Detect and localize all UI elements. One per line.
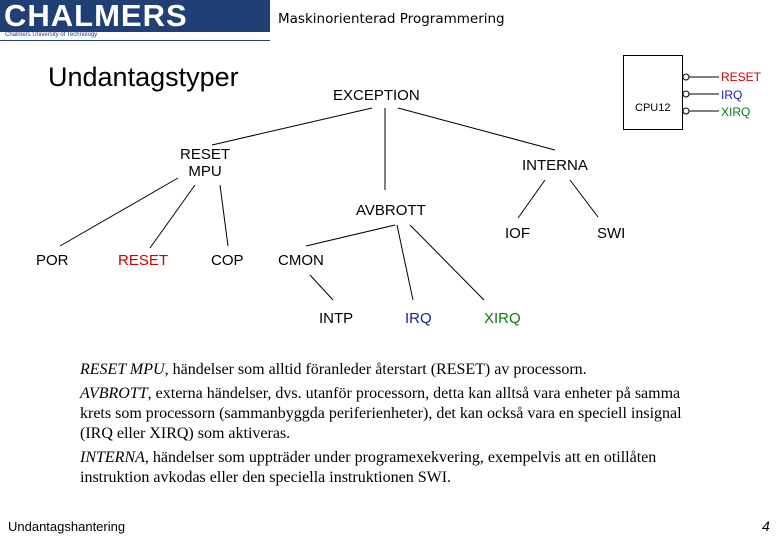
node-cmon: CMON xyxy=(278,252,324,269)
desc-text: , externa händelser, dvs. utanför processorn, detta kan alltså vara enheter på samma krets som processorn (sammanbyggda periferienheter), det kan också vara en speciell insignal (IRQ eller XIRQ) som aktiveras. xyxy=(80,385,682,442)
cpu-label: CPU12 xyxy=(635,102,671,114)
node-reset: RESET xyxy=(118,252,169,269)
page-number: 4 xyxy=(762,518,770,534)
node-reset-mpu-line2: MPU xyxy=(188,163,222,180)
pin-bubble-xirq xyxy=(683,108,689,114)
desc-text: , händelser som uppträder under programexekvering, exempelvis att en otillåten instruktion avkodas eller den speciella instruktionen SWI. xyxy=(80,449,657,486)
edge-resetmpu-cop xyxy=(220,185,228,246)
edge-resetmpu-reset xyxy=(150,185,195,248)
footer-topic: Undantagshantering xyxy=(8,519,126,534)
node-reset-mpu xyxy=(180,146,230,180)
node-intp: INTP xyxy=(319,310,354,327)
edge-exception-interna xyxy=(398,108,555,150)
course-title: Maskinorienterad Programmering xyxy=(278,11,505,27)
cpu-block xyxy=(623,55,683,130)
node-exception: EXCEPTION xyxy=(333,87,420,104)
logo-subtitle: Chalmers University of Technology xyxy=(5,32,98,38)
edge-interna-swi xyxy=(570,180,598,217)
node-iof: IOF xyxy=(505,225,530,242)
desc-interna xyxy=(80,448,700,488)
node-por: POR xyxy=(36,252,69,269)
edge-avbrott-xirq xyxy=(410,225,484,300)
desc-avbrott xyxy=(80,384,700,444)
edge-resetmpu-por xyxy=(60,178,178,246)
edge-cmon-intp xyxy=(310,275,333,300)
node-reset-mpu-line1: RESET xyxy=(180,146,231,163)
node-avbrott: AVBROTT xyxy=(356,202,426,219)
edge-avbrott-irq xyxy=(397,225,413,300)
node-irq: IRQ xyxy=(405,310,432,327)
pin-bubble-irq xyxy=(683,91,689,97)
logo-name: CHALMERS xyxy=(4,0,188,33)
edge-avbrott-cmon xyxy=(306,225,395,246)
cpu-pin-xirq: XIRQ xyxy=(721,105,751,119)
edge-exception-resetmpu xyxy=(212,108,372,145)
desc-term: AVBROTT xyxy=(80,385,148,402)
node-xirq: XIRQ xyxy=(484,310,521,327)
cpu-pin-reset: RESET xyxy=(721,70,762,84)
desc-term: INTERNA xyxy=(80,449,145,466)
slide-title: Undantagstyper xyxy=(48,62,239,92)
node-cop: COP xyxy=(211,252,244,269)
desc-text: , händelser som alltid föranleder återstart (RESET) av processorn. xyxy=(164,361,587,378)
desc-reset-mpu xyxy=(80,360,700,380)
description-block xyxy=(80,360,700,492)
desc-term: RESET MPU xyxy=(80,361,165,378)
edge-interna-iof xyxy=(518,180,545,218)
cpu-pin-irq: IRQ xyxy=(721,88,743,102)
node-swi: SWI xyxy=(597,225,626,242)
node-interna: INTERNA xyxy=(522,157,588,174)
pin-bubble-reset xyxy=(683,74,689,80)
